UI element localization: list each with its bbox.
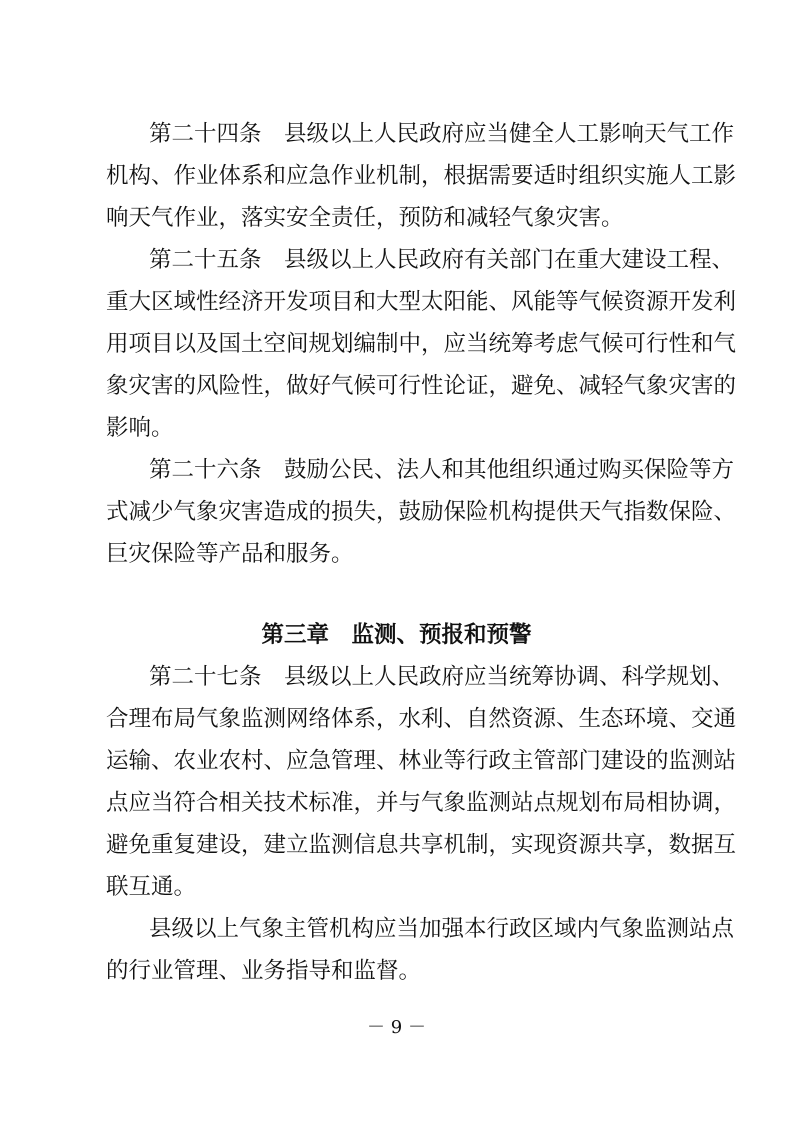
- article-26-line-1: 第二十六条 鼓励公民、法人和其他组织通过购买保险等方: [149, 457, 735, 483]
- article-24-line-3: 响天气作业，落实安全责任，预防和减轻气象灾害。: [106, 205, 624, 231]
- article-25-line-1: 第二十五条 县级以上人民政府有关部门在重大建设工程、: [149, 247, 735, 273]
- article-26-line-2: 式减少气象灾害造成的损失，鼓励保险机构提供天气指数保险、: [106, 499, 737, 525]
- article-25-line-5: 影响。: [106, 415, 174, 441]
- article-27-line-6: 联互通。: [106, 874, 197, 900]
- article-24-line-2: 机构、作业体系和应急作业机制，根据需要适时组织实施人工影: [106, 163, 737, 189]
- article-27-line-5: 避免重复建设，建立监测信息共享机制，实现资源共享，数据互: [106, 832, 737, 858]
- article-27-line-1: 第二十七条 县级以上人民政府应当统筹协调、科学规划、: [149, 664, 735, 690]
- article-24-line-1: 第二十四条 县级以上人民政府应当健全人工影响天气工作: [149, 121, 735, 147]
- article-25-line-4: 象灾害的风险性，做好气候可行性论证，避免、减轻气象灾害的: [106, 373, 737, 399]
- article-27-line-4: 点应当符合相关技术标准，并与气象监测站点规划布局相协调，: [106, 790, 737, 816]
- article-27-line-3: 运输、农业农村、应急管理、林业等行政主管部门建设的监测站: [106, 748, 737, 774]
- page-number: － 9 －: [367, 1017, 426, 1038]
- article-27-para2-line-1: 县级以上气象主管机构应当加强本行政区域内气象监测站点: [149, 916, 735, 942]
- article-27-line-2: 合理布局气象监测网络体系，水利、自然资源、生态环境、交通: [106, 706, 737, 732]
- article-27-para2-line-2: 的行业管理、业务指导和监督。: [106, 958, 422, 984]
- article-26-line-3: 巨灾保险等产品和服务。: [106, 541, 354, 567]
- chapter-heading: 第三章 监测、预报和预警: [261, 622, 532, 648]
- article-25-line-3: 用项目以及国土空间规划编制中，应当统筹考虑气候可行性和气: [106, 331, 737, 357]
- article-25-line-2: 重大区域性经济开发项目和大型太阳能、风能等气候资源开发利: [106, 289, 737, 315]
